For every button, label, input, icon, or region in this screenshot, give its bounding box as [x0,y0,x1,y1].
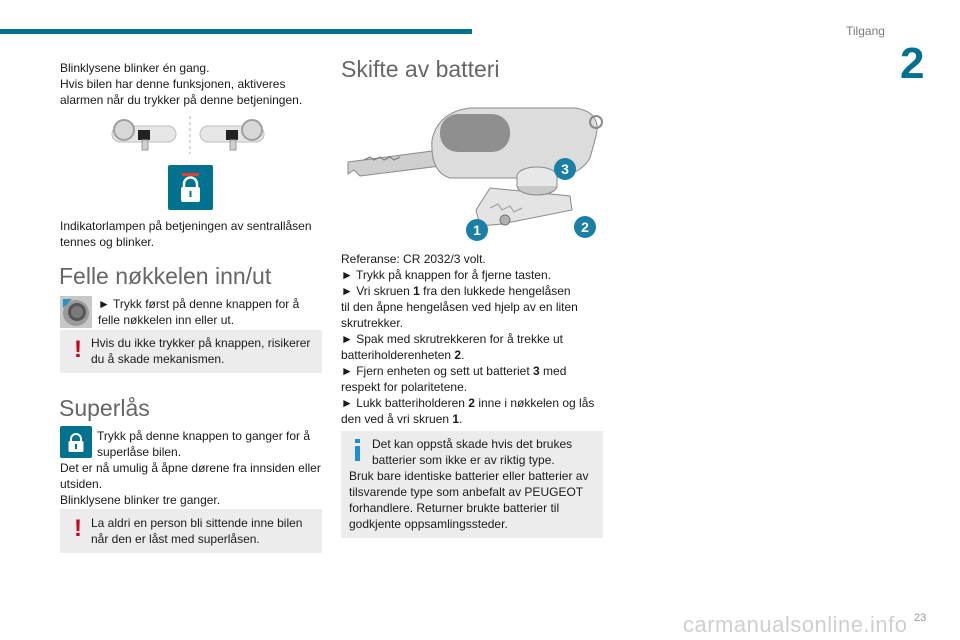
fold-key-step [98,296,323,328]
battery-heading: Skifte av batteri [341,56,500,82]
intro-text [60,60,330,108]
superlock-line: Blinklysene blinker tre ganger. [60,493,221,507]
battery-step-3: ► Spak med skrutrekkeren for å trekke ut [341,332,563,346]
battery-info-box [341,431,603,538]
battery-instructions [341,251,606,427]
warning-line: Hvis du ikke trykker på knappen, risikerer [91,336,311,350]
warning-line: når den er låst med superlåsen. [91,532,260,546]
info-line: Bruk bare identiske batterier eller batterier av [349,469,589,483]
callout-label: 2 [581,219,589,235]
info-line: Det kan oppstå skade hvis det brukes [372,437,573,451]
superlock-line: superlåse bilen. [97,445,182,459]
warning-icon: ! [74,515,82,542]
battery-step-5: ► Lukk batteriholderen 2 inne i nøkkelen og lås [341,396,595,410]
superlock-heading: Superlås [59,395,150,421]
page-number: 23 [914,612,927,624]
superlock-line: Det er nå umulig å åpne dørene fra innsiden eller [60,461,321,475]
intro-line: Hvis bilen har denne funksjonen, aktiveres [60,77,286,91]
callout-2 [574,216,596,238]
superlock-details [60,460,330,508]
callout-label: 3 [561,161,569,177]
battery-step-2: ► Vri skruen 1 fra den lukkede hengelåsen [341,284,571,298]
intro-line: Blinklysene blinker én gang. [60,61,210,75]
remote-right-icon [200,120,264,150]
battery-step-4: ► Fjern enheten og sett ut batteriet 3 med [341,364,567,378]
info-icon [351,439,365,461]
warning-line: du å skade mekanismen. [91,352,225,366]
callout-1 [466,219,488,241]
indicator-line: Indikatorlampen på betjeningen av sentrallåsen [60,219,312,233]
intro-line: alarmen når du trykker på denne betjeningen. [60,93,303,107]
fold-key-heading: Felle nøkkelen inn/ut [59,263,272,289]
battery-reference: Referanse: CR 2032/3 volt. [341,252,486,266]
battery-step-4-cont: respekt for polaritetene. [341,380,468,394]
battery-step-2-cont: skrutrekker. [341,316,404,330]
warning-icon: ! [74,336,82,363]
info-line: tilsvarende type som anbefalt av PEUGEOT [349,485,584,499]
superlock-instruction [97,428,327,460]
fold-key-button-icon [60,296,92,328]
callout-label: 1 [473,222,481,238]
header-accent-bar [0,29,472,34]
remote-buttons-illustration [108,112,268,158]
battery-step-5-cont: den ved å vri skruen 1. [341,412,463,426]
battery-step-3-cont: batteriholderenheten 2. [341,348,465,362]
callout-3 [554,158,576,180]
superlock-button-icon [60,426,92,458]
fold-step-line: felle nøkkelen inn eller ut. [98,313,235,327]
battery-step-1: ► Trykk på knappen for å fjerne tasten. [341,268,551,282]
section-title: Tilgang [846,24,885,38]
info-line: batterier som ikke er av riktig type. [372,453,555,467]
superlock-warning [60,509,322,553]
indicator-line: tennes og blinker. [60,235,155,249]
warning-line: La aldri en person bli sittende inne bilen [91,516,303,530]
fold-key-warning [60,330,322,373]
superlock-line: utsiden. [60,477,103,491]
battery-step-2-cont: til den åpne hengelåsen ved hjelp av en liten [341,300,578,314]
key-battery-illustration [340,100,605,245]
info-line: forhandlere. Returner brukte batterier til [349,501,560,515]
fold-step-line: ► Trykk først på denne knappen for å [98,297,300,311]
watermark-text: carmanualsonline.info [683,612,908,637]
central-lock-indicator-icon [168,165,213,210]
remote-left-icon [112,120,176,150]
chapter-number: 2 [900,39,925,88]
indicator-text [60,218,330,250]
superlock-line: Trykk på denne knappen to ganger for å [97,429,311,443]
info-line: godkjente oppsamlingssteder. [349,517,508,531]
